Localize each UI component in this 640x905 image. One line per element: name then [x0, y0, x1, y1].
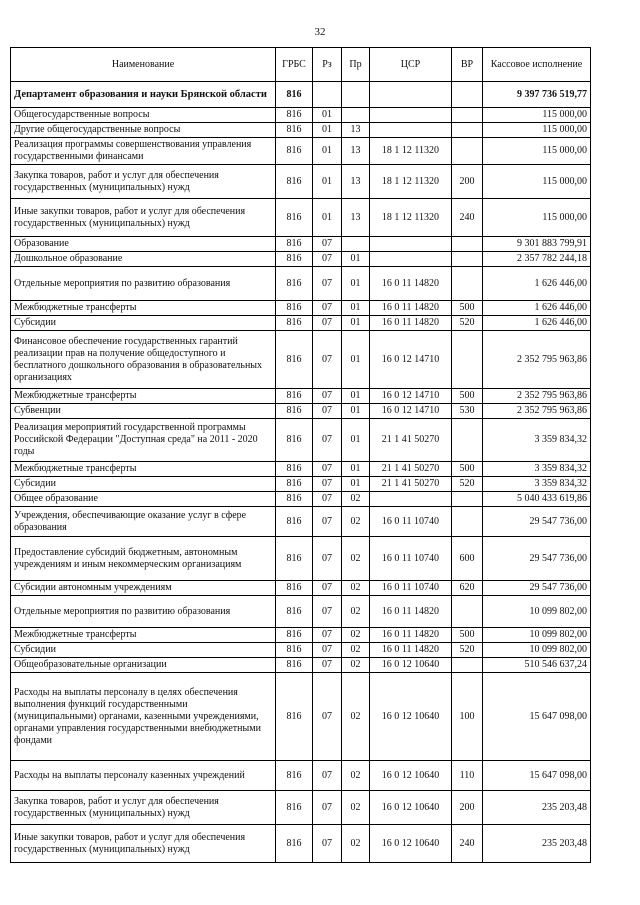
cell-grbs: 816: [276, 761, 313, 791]
cell-rz: 07: [313, 537, 342, 581]
cell-vr: 200: [452, 791, 483, 825]
cell-vr: 500: [452, 301, 483, 316]
cell-csr: [370, 82, 452, 108]
cell-amount: 3 359 834,32: [483, 419, 591, 462]
cell-grbs: 816: [276, 267, 313, 301]
table-row: [11, 419, 591, 462]
cell-rz: 07: [313, 267, 342, 301]
cell-grbs: 816: [276, 316, 313, 331]
cell-pr: 02: [342, 643, 370, 658]
cell-grbs: 816: [276, 643, 313, 658]
cell-rz: 07: [313, 252, 342, 267]
cell-rz: 07: [313, 404, 342, 419]
cell-name: Общеобразовательные организации: [11, 658, 276, 673]
cell-csr: [370, 237, 452, 252]
cell-name: Отдельные мероприятия по развитию образования: [11, 596, 276, 628]
cell-amount: 10 099 802,00: [483, 596, 591, 628]
cell-grbs: 816: [276, 477, 313, 492]
table-row: [11, 507, 591, 537]
cell-csr: 16 0 11 14820: [370, 643, 452, 658]
table-body: [11, 82, 591, 863]
cell-pr: 01: [342, 477, 370, 492]
cell-amount: 3 359 834,32: [483, 462, 591, 477]
cell-pr: 01: [342, 316, 370, 331]
cell-csr: 16 0 11 10740: [370, 507, 452, 537]
cell-amount: 10 099 802,00: [483, 643, 591, 658]
cell-rz: 01: [313, 138, 342, 165]
cell-grbs: 816: [276, 82, 313, 108]
cell-vr: 520: [452, 477, 483, 492]
cell-rz: 07: [313, 628, 342, 643]
cell-name: Субсидии автономным учреждениям: [11, 581, 276, 596]
cell-pr: 02: [342, 761, 370, 791]
table-row: [11, 537, 591, 581]
cell-amount: 1 626 446,00: [483, 267, 591, 301]
cell-name: Субвенции: [11, 404, 276, 419]
cell-amount: 15 647 098,00: [483, 673, 591, 761]
cell-pr: 13: [342, 165, 370, 199]
header-rz: Рз: [313, 48, 342, 82]
cell-vr: [452, 267, 483, 301]
cell-csr: 16 0 12 10640: [370, 761, 452, 791]
table-row: [11, 316, 591, 331]
table-row: [11, 492, 591, 507]
cell-amount: 15 647 098,00: [483, 761, 591, 791]
cell-pr: 01: [342, 419, 370, 462]
cell-vr: [452, 331, 483, 389]
cell-grbs: 816: [276, 108, 313, 123]
cell-name: Субсидии: [11, 477, 276, 492]
cell-vr: [452, 82, 483, 108]
cell-rz: 01: [313, 199, 342, 237]
cell-vr: 200: [452, 165, 483, 199]
cell-vr: [452, 419, 483, 462]
table-row: [11, 267, 591, 301]
cell-rz: 07: [313, 316, 342, 331]
cell-vr: 530: [452, 404, 483, 419]
cell-rz: 07: [313, 673, 342, 761]
cell-name: Межбюджетные трансферты: [11, 462, 276, 477]
cell-name: Образование: [11, 237, 276, 252]
cell-csr: 18 1 12 11320: [370, 138, 452, 165]
cell-amount: 1 626 446,00: [483, 316, 591, 331]
cell-rz: 07: [313, 331, 342, 389]
cell-pr: 01: [342, 301, 370, 316]
cell-csr: 16 0 12 10640: [370, 791, 452, 825]
cell-name: Закупка товаров, работ и услуг для обеспечения государственных (муниципальных) нужд: [11, 791, 276, 825]
table-row: [11, 389, 591, 404]
cell-amount: 29 547 736,00: [483, 537, 591, 581]
table-row: [11, 404, 591, 419]
cell-rz: 07: [313, 301, 342, 316]
cell-pr: 02: [342, 658, 370, 673]
cell-amount: 1 626 446,00: [483, 301, 591, 316]
cell-grbs: 816: [276, 138, 313, 165]
cell-pr: 02: [342, 537, 370, 581]
table-row: [11, 477, 591, 492]
table-row: [11, 658, 591, 673]
cell-vr: [452, 237, 483, 252]
table-row: [11, 643, 591, 658]
table-row: [11, 761, 591, 791]
cell-pr: 02: [342, 492, 370, 507]
header-amount: Кассовое исполнение: [483, 48, 591, 82]
cell-pr: 13: [342, 138, 370, 165]
table-row: [11, 581, 591, 596]
cell-csr: 16 0 11 10740: [370, 537, 452, 581]
table-row: [11, 138, 591, 165]
cell-name: Отдельные мероприятия по развитию образования: [11, 267, 276, 301]
cell-grbs: 816: [276, 123, 313, 138]
cell-csr: 16 0 11 14820: [370, 316, 452, 331]
cell-rz: 07: [313, 477, 342, 492]
cell-rz: 07: [313, 825, 342, 863]
cell-amount: 115 000,00: [483, 138, 591, 165]
cell-vr: 240: [452, 199, 483, 237]
cell-csr: 16 0 12 10640: [370, 825, 452, 863]
cell-amount: 3 359 834,32: [483, 477, 591, 492]
cell-pr: 13: [342, 199, 370, 237]
cell-amount: 29 547 736,00: [483, 581, 591, 596]
cell-rz: 01: [313, 108, 342, 123]
cell-rz: 07: [313, 791, 342, 825]
cell-rz: 01: [313, 123, 342, 138]
cell-csr: 21 1 41 50270: [370, 462, 452, 477]
cell-name: Расходы на выплаты персоналу в целях обеспечения выполнения функций государственными (муниципальными) органами, казенными учреждениями, органами управления государственными внебюджетными фондами: [11, 673, 276, 761]
cell-pr: 02: [342, 581, 370, 596]
table-row: [11, 199, 591, 237]
table-row: [11, 301, 591, 316]
cell-rz: 07: [313, 389, 342, 404]
cell-pr: 01: [342, 389, 370, 404]
cell-csr: 16 0 12 10640: [370, 673, 452, 761]
cell-vr: 520: [452, 643, 483, 658]
table-row: [11, 123, 591, 138]
cell-rz: 07: [313, 419, 342, 462]
cell-rz: 07: [313, 492, 342, 507]
cell-name: Общегосударственные вопросы: [11, 108, 276, 123]
cell-name: Департамент образования и науки Брянской области: [11, 82, 276, 108]
cell-name: Иные закупки товаров, работ и услуг для обеспечения государственных (муниципальных) нужд: [11, 199, 276, 237]
cell-pr: [342, 82, 370, 108]
page-number: 32: [314, 26, 326, 38]
cell-rz: 07: [313, 596, 342, 628]
cell-rz: [313, 82, 342, 108]
table-row: [11, 673, 591, 761]
cell-vr: 500: [452, 389, 483, 404]
cell-csr: 18 1 12 11320: [370, 165, 452, 199]
cell-csr: 16 0 12 10640: [370, 658, 452, 673]
header-name: Наименование: [11, 48, 276, 82]
cell-name: Межбюджетные трансферты: [11, 389, 276, 404]
table-row: [11, 331, 591, 389]
cell-pr: 02: [342, 628, 370, 643]
table-row: [11, 596, 591, 628]
cell-amount: 2 357 782 244,18: [483, 252, 591, 267]
cell-amount: 5 040 433 619,86: [483, 492, 591, 507]
table-row: [11, 82, 591, 108]
cell-vr: [452, 138, 483, 165]
cell-pr: 01: [342, 404, 370, 419]
cell-grbs: 816: [276, 658, 313, 673]
cell-rz: 07: [313, 237, 342, 252]
cell-pr: 13: [342, 123, 370, 138]
header-pr: Пр: [342, 48, 370, 82]
cell-csr: 16 0 12 14710: [370, 331, 452, 389]
cell-csr: 16 0 12 14710: [370, 404, 452, 419]
cell-amount: 2 352 795 963,86: [483, 404, 591, 419]
cell-csr: [370, 492, 452, 507]
cell-amount: 115 000,00: [483, 123, 591, 138]
cell-vr: 100: [452, 673, 483, 761]
cell-name: Межбюджетные трансферты: [11, 628, 276, 643]
cell-name: Расходы на выплаты персоналу казенных учреждений: [11, 761, 276, 791]
cell-name: Межбюджетные трансферты: [11, 301, 276, 316]
cell-name: Закупка товаров, работ и услуг для обеспечения государственных (муниципальных) нужд: [11, 165, 276, 199]
cell-csr: 16 0 11 14820: [370, 628, 452, 643]
cell-grbs: 816: [276, 199, 313, 237]
table-row: [11, 462, 591, 477]
cell-grbs: 816: [276, 462, 313, 477]
table-header-row: [11, 48, 591, 82]
cell-pr: 01: [342, 331, 370, 389]
cell-vr: 520: [452, 316, 483, 331]
cell-rz: 01: [313, 165, 342, 199]
cell-amount: 9 397 736 519,77: [483, 82, 591, 108]
table-row: [11, 165, 591, 199]
cell-vr: 240: [452, 825, 483, 863]
cell-name: Реализация мероприятий государственной программы Российской Федерации "Доступная среда" на 2011 - 2020 годы: [11, 419, 276, 462]
cell-amount: 115 000,00: [483, 165, 591, 199]
cell-vr: [452, 123, 483, 138]
cell-grbs: 816: [276, 673, 313, 761]
cell-pr: 02: [342, 791, 370, 825]
cell-vr: 600: [452, 537, 483, 581]
table-row: [11, 108, 591, 123]
cell-amount: 10 099 802,00: [483, 628, 591, 643]
cell-vr: 500: [452, 462, 483, 477]
cell-grbs: 816: [276, 252, 313, 267]
cell-csr: 21 1 41 50270: [370, 477, 452, 492]
cell-csr: 16 0 11 14820: [370, 267, 452, 301]
cell-csr: 16 0 12 14710: [370, 389, 452, 404]
cell-name: Учреждения, обеспечивающие оказание услуг в сфере образования: [11, 507, 276, 537]
cell-pr: 01: [342, 252, 370, 267]
cell-pr: 02: [342, 673, 370, 761]
cell-grbs: 816: [276, 331, 313, 389]
cell-grbs: 816: [276, 596, 313, 628]
cell-amount: 115 000,00: [483, 108, 591, 123]
cell-name: Реализация программы совершенствования управления государственными финансами: [11, 138, 276, 165]
cell-pr: 02: [342, 596, 370, 628]
cell-grbs: 816: [276, 492, 313, 507]
cell-grbs: 816: [276, 791, 313, 825]
cell-grbs: 816: [276, 237, 313, 252]
cell-vr: [452, 596, 483, 628]
cell-name: Другие общегосударственные вопросы: [11, 123, 276, 138]
cell-name: Финансовое обеспечение государственных гарантий реализации прав на получение общедоступного и бесплатного дошкольного образования в образовательных организациях: [11, 331, 276, 389]
cell-vr: 110: [452, 761, 483, 791]
cell-csr: [370, 108, 452, 123]
table-row: [11, 825, 591, 863]
budget-execution-table: [10, 47, 591, 863]
cell-rz: 07: [313, 643, 342, 658]
table-row: [11, 791, 591, 825]
cell-vr: [452, 108, 483, 123]
cell-csr: [370, 123, 452, 138]
cell-name: Субсидии: [11, 643, 276, 658]
cell-amount: 510 546 637,24: [483, 658, 591, 673]
cell-grbs: 816: [276, 389, 313, 404]
cell-vr: [452, 492, 483, 507]
header-vr: ВР: [452, 48, 483, 82]
cell-amount: 2 352 795 963,86: [483, 331, 591, 389]
cell-amount: 115 000,00: [483, 199, 591, 237]
cell-grbs: 816: [276, 419, 313, 462]
table-row: [11, 252, 591, 267]
cell-pr: 02: [342, 507, 370, 537]
cell-vr: 620: [452, 581, 483, 596]
cell-csr: 16 0 11 14820: [370, 596, 452, 628]
cell-grbs: 816: [276, 537, 313, 581]
cell-vr: [452, 658, 483, 673]
cell-name: Дошкольное образование: [11, 252, 276, 267]
cell-rz: 07: [313, 462, 342, 477]
cell-amount: 9 301 883 799,91: [483, 237, 591, 252]
cell-grbs: 816: [276, 581, 313, 596]
cell-csr: [370, 252, 452, 267]
cell-grbs: 816: [276, 165, 313, 199]
cell-grbs: 816: [276, 301, 313, 316]
table-row: [11, 628, 591, 643]
cell-amount: 235 203,48: [483, 825, 591, 863]
cell-pr: 01: [342, 462, 370, 477]
cell-amount: 235 203,48: [483, 791, 591, 825]
cell-csr: 16 0 11 10740: [370, 581, 452, 596]
cell-pr: 02: [342, 825, 370, 863]
cell-csr: 16 0 11 14820: [370, 301, 452, 316]
cell-pr: [342, 108, 370, 123]
cell-vr: [452, 252, 483, 267]
cell-rz: 07: [313, 658, 342, 673]
cell-rz: 07: [313, 507, 342, 537]
cell-grbs: 816: [276, 825, 313, 863]
cell-rz: 07: [313, 581, 342, 596]
cell-grbs: 816: [276, 404, 313, 419]
cell-grbs: 816: [276, 628, 313, 643]
cell-pr: [342, 237, 370, 252]
cell-name: Предоставление субсидий бюджетным, автономным учреждениям и иным некоммерческим организациям: [11, 537, 276, 581]
cell-amount: 29 547 736,00: [483, 507, 591, 537]
cell-amount: 2 352 795 963,86: [483, 389, 591, 404]
cell-name: Общее образование: [11, 492, 276, 507]
cell-pr: 01: [342, 267, 370, 301]
cell-rz: 07: [313, 761, 342, 791]
cell-vr: [452, 507, 483, 537]
cell-csr: 21 1 41 50270: [370, 419, 452, 462]
table-row: [11, 237, 591, 252]
cell-grbs: 816: [276, 507, 313, 537]
cell-csr: 18 1 12 11320: [370, 199, 452, 237]
cell-name: Субсидии: [11, 316, 276, 331]
cell-name: Иные закупки товаров, работ и услуг для обеспечения государственных (муниципальных) нужд: [11, 825, 276, 863]
header-csr: ЦСР: [370, 48, 452, 82]
header-grbs: ГРБС: [276, 48, 313, 82]
cell-vr: 500: [452, 628, 483, 643]
